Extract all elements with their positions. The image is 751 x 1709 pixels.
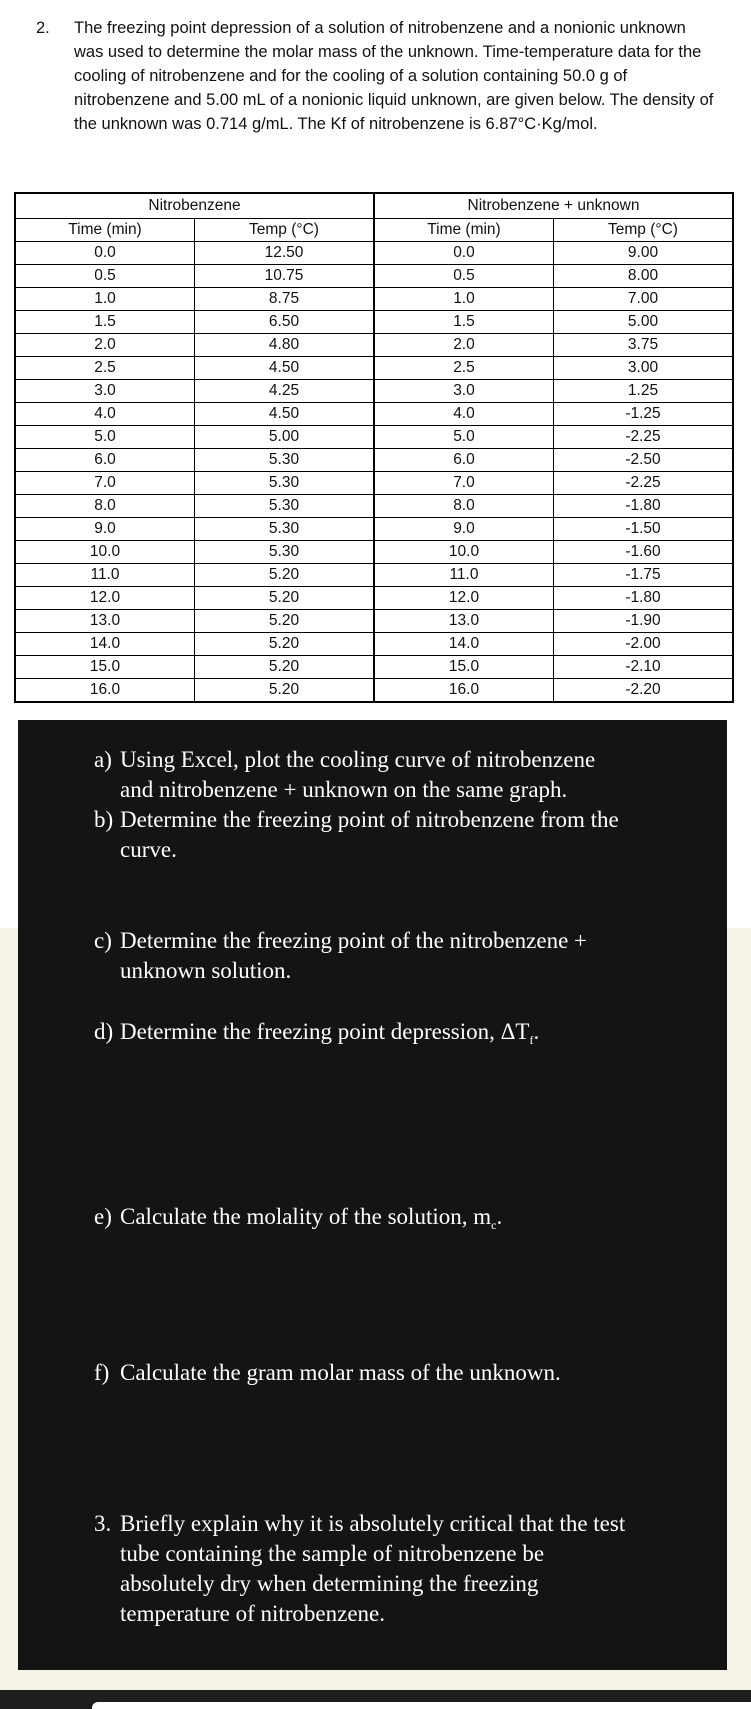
question-text: Using Excel, plot the cooling curve of nitrobenzene bbox=[120, 747, 596, 772]
table-cell: 2.0 bbox=[374, 334, 553, 357]
column-header: Time (min) bbox=[15, 219, 194, 242]
table-cell: 4.0 bbox=[15, 403, 194, 426]
table-cell: -2.25 bbox=[553, 472, 733, 495]
table-cell: 4.25 bbox=[194, 380, 374, 403]
table-cell: 2.0 bbox=[15, 334, 194, 357]
table-cell: 10.75 bbox=[194, 265, 374, 288]
table-cell: 16.0 bbox=[15, 679, 194, 703]
question-text: Determine the freezing point of nitrobenzene from the bbox=[120, 807, 619, 832]
table-cell: 1.0 bbox=[374, 288, 553, 311]
column-header: Temp (°C) bbox=[553, 219, 733, 242]
table-cell: 15.0 bbox=[374, 656, 553, 679]
column-header: Time (min) bbox=[374, 219, 553, 242]
table-row bbox=[15, 541, 733, 564]
table-cell: 9.0 bbox=[374, 518, 553, 541]
table-cell: 4.80 bbox=[194, 334, 374, 357]
question-label: c) bbox=[94, 928, 112, 953]
table-cell: 1.0 bbox=[15, 288, 194, 311]
table-cell: 5.20 bbox=[194, 587, 374, 610]
table-cell: 1.5 bbox=[15, 311, 194, 334]
column-header: Temp (°C) bbox=[194, 219, 374, 242]
table-cell: 5.20 bbox=[194, 656, 374, 679]
table-row bbox=[15, 334, 733, 357]
table-cell: 5.0 bbox=[15, 426, 194, 449]
question-text: unknown solution. bbox=[120, 958, 292, 983]
bottom-bar bbox=[0, 1690, 751, 1709]
question-text: temperature of nitrobenzene. bbox=[120, 1601, 386, 1626]
table-cell: 5.30 bbox=[194, 541, 374, 564]
table-cell: -1.90 bbox=[553, 610, 733, 633]
problem-line: the unknown was 0.714 g/mL. The Kf of nitrobenzene is 6.87°C·Kg/mol. bbox=[74, 115, 598, 133]
table-row bbox=[15, 587, 733, 610]
problem-line: The freezing point depression of a solution of nitrobenzene and a nonionic unknown bbox=[74, 19, 686, 37]
table-cell: 5.20 bbox=[194, 679, 374, 703]
table-cell: 5.30 bbox=[194, 472, 374, 495]
table-row bbox=[15, 679, 733, 703]
table-cell: -2.00 bbox=[553, 633, 733, 656]
question-3 bbox=[94, 1509, 714, 1629]
subscript: c bbox=[491, 1218, 497, 1232]
table-cell: 8.0 bbox=[374, 495, 553, 518]
table-cell: 5.00 bbox=[194, 426, 374, 449]
table-cell: 3.0 bbox=[374, 380, 553, 403]
table-cell: 5.00 bbox=[553, 311, 733, 334]
question-text: Calculate the molality of the solution, m bbox=[120, 1204, 492, 1229]
table-row bbox=[15, 449, 733, 472]
table-cell: -1.80 bbox=[553, 495, 733, 518]
table-cell: 0.0 bbox=[374, 242, 553, 265]
table-cell: 1.5 bbox=[374, 311, 553, 334]
table-cell: -1.60 bbox=[553, 541, 733, 564]
question-e bbox=[94, 1202, 714, 1240]
question-punct: . bbox=[496, 1204, 503, 1229]
question-label: d) bbox=[94, 1019, 114, 1044]
question-label: e) bbox=[94, 1204, 112, 1229]
question-label: a) bbox=[94, 747, 112, 772]
question-label: f) bbox=[94, 1360, 110, 1385]
table-cell: 5.20 bbox=[194, 633, 374, 656]
question-text: Briefly explain why it is absolutely critical that the test bbox=[120, 1511, 626, 1536]
problem-line: was used to determine the molar mass of the unknown. Time-temperature data for the bbox=[74, 43, 702, 61]
question-a bbox=[94, 745, 714, 805]
table-row bbox=[15, 288, 733, 311]
table-cell: 5.0 bbox=[374, 426, 553, 449]
table-cell: 1.25 bbox=[553, 380, 733, 403]
table-row bbox=[15, 426, 733, 449]
table-cell: 11.0 bbox=[374, 564, 553, 587]
table-cell: 5.30 bbox=[194, 449, 374, 472]
table-cell: 2.5 bbox=[15, 357, 194, 380]
group-header-solution: Nitrobenzene + unknown bbox=[374, 193, 733, 219]
table-cell: 0.0 bbox=[15, 242, 194, 265]
table-cell: -1.50 bbox=[553, 518, 733, 541]
table-cell: 3.75 bbox=[553, 334, 733, 357]
table-row bbox=[15, 564, 733, 587]
group-header-row bbox=[15, 193, 733, 219]
table-row bbox=[15, 380, 733, 403]
table-cell: 9.0 bbox=[15, 518, 194, 541]
table-row bbox=[15, 265, 733, 288]
table-cell: 7.00 bbox=[553, 288, 733, 311]
question-text: Calculate the gram molar mass of the unknown. bbox=[120, 1360, 561, 1385]
table-cell: 6.0 bbox=[374, 449, 553, 472]
question-f bbox=[94, 1358, 714, 1388]
table-row bbox=[15, 472, 733, 495]
question-c bbox=[94, 926, 714, 986]
table-row bbox=[15, 357, 733, 380]
table-row bbox=[15, 610, 733, 633]
question-text: Determine the freezing point of the nitrobenzene + bbox=[120, 928, 588, 953]
question-text: tube containing the sample of nitrobenzene be bbox=[120, 1541, 545, 1566]
table-row bbox=[15, 495, 733, 518]
table-cell: 6.0 bbox=[15, 449, 194, 472]
table-cell: 3.0 bbox=[15, 380, 194, 403]
problem-statement bbox=[36, 16, 736, 136]
table-row bbox=[15, 242, 733, 265]
table-cell: 5.30 bbox=[194, 495, 374, 518]
table-cell: 10.0 bbox=[15, 541, 194, 564]
table-cell: 4.0 bbox=[374, 403, 553, 426]
table-cell: 4.50 bbox=[194, 403, 374, 426]
problem-text bbox=[74, 16, 736, 136]
question-text: and nitrobenzene + unknown on the same graph. bbox=[120, 777, 568, 802]
table-cell: -1.25 bbox=[553, 403, 733, 426]
group-header-nitrobenzene: Nitrobenzene bbox=[15, 193, 374, 219]
table-cell: 3.00 bbox=[553, 357, 733, 380]
table-cell: 5.20 bbox=[194, 610, 374, 633]
table-cell: 2.5 bbox=[374, 357, 553, 380]
problem-number: 2. bbox=[36, 19, 50, 37]
table-cell: -2.20 bbox=[553, 679, 733, 703]
question-label: b) bbox=[94, 807, 114, 832]
table-cell: 14.0 bbox=[15, 633, 194, 656]
table-cell: 0.5 bbox=[15, 265, 194, 288]
problem-line: cooling of nitrobenzene and for the cooling of a solution containing 50.0 g of bbox=[74, 67, 628, 85]
question-label: 3. bbox=[94, 1511, 112, 1536]
table-row bbox=[15, 311, 733, 334]
table-row bbox=[15, 656, 733, 679]
table-cell: 12.0 bbox=[374, 587, 553, 610]
table-cell: 10.0 bbox=[374, 541, 553, 564]
table-cell: 6.50 bbox=[194, 311, 374, 334]
table-cell: -2.25 bbox=[553, 426, 733, 449]
table-cell: 13.0 bbox=[15, 610, 194, 633]
table-cell: 15.0 bbox=[15, 656, 194, 679]
table-cell: 5.30 bbox=[194, 518, 374, 541]
table-cell: 12.0 bbox=[15, 587, 194, 610]
table-cell: 16.0 bbox=[374, 679, 553, 703]
cooling-data-table bbox=[14, 192, 734, 703]
table-cell: 9.00 bbox=[553, 242, 733, 265]
table-cell: 8.0 bbox=[15, 495, 194, 518]
table-row bbox=[15, 403, 733, 426]
table-cell: 5.20 bbox=[194, 564, 374, 587]
question-d bbox=[94, 1017, 714, 1055]
table-cell: 13.0 bbox=[374, 610, 553, 633]
problem-line: nitrobenzene and 5.00 mL of a nonionic liquid unknown, are given below. The density of bbox=[74, 91, 714, 109]
question-text: curve. bbox=[120, 837, 177, 862]
question-text: absolutely dry when determining the freezing bbox=[120, 1571, 539, 1596]
table-cell: 12.50 bbox=[194, 242, 374, 265]
sheet-handle bbox=[92, 1702, 751, 1709]
table-cell: -1.80 bbox=[553, 587, 733, 610]
subscript: f bbox=[529, 1033, 534, 1047]
table-row bbox=[15, 633, 733, 656]
table-cell: 7.0 bbox=[374, 472, 553, 495]
table-cell: 8.00 bbox=[553, 265, 733, 288]
table-cell: 14.0 bbox=[374, 633, 553, 656]
table-cell: 7.0 bbox=[15, 472, 194, 495]
question-text: Determine the freezing point depression, ΔT bbox=[120, 1019, 530, 1044]
table-cell: 11.0 bbox=[15, 564, 194, 587]
question-punct: . bbox=[533, 1019, 540, 1044]
table-cell: 8.75 bbox=[194, 288, 374, 311]
table-cell: 4.50 bbox=[194, 357, 374, 380]
question-b bbox=[94, 805, 714, 865]
table-row bbox=[15, 518, 733, 541]
table-cell: -1.75 bbox=[553, 564, 733, 587]
table-cell: 0.5 bbox=[374, 265, 553, 288]
table-cell: -2.10 bbox=[553, 656, 733, 679]
column-header-row bbox=[15, 219, 733, 242]
table-cell: -2.50 bbox=[553, 449, 733, 472]
